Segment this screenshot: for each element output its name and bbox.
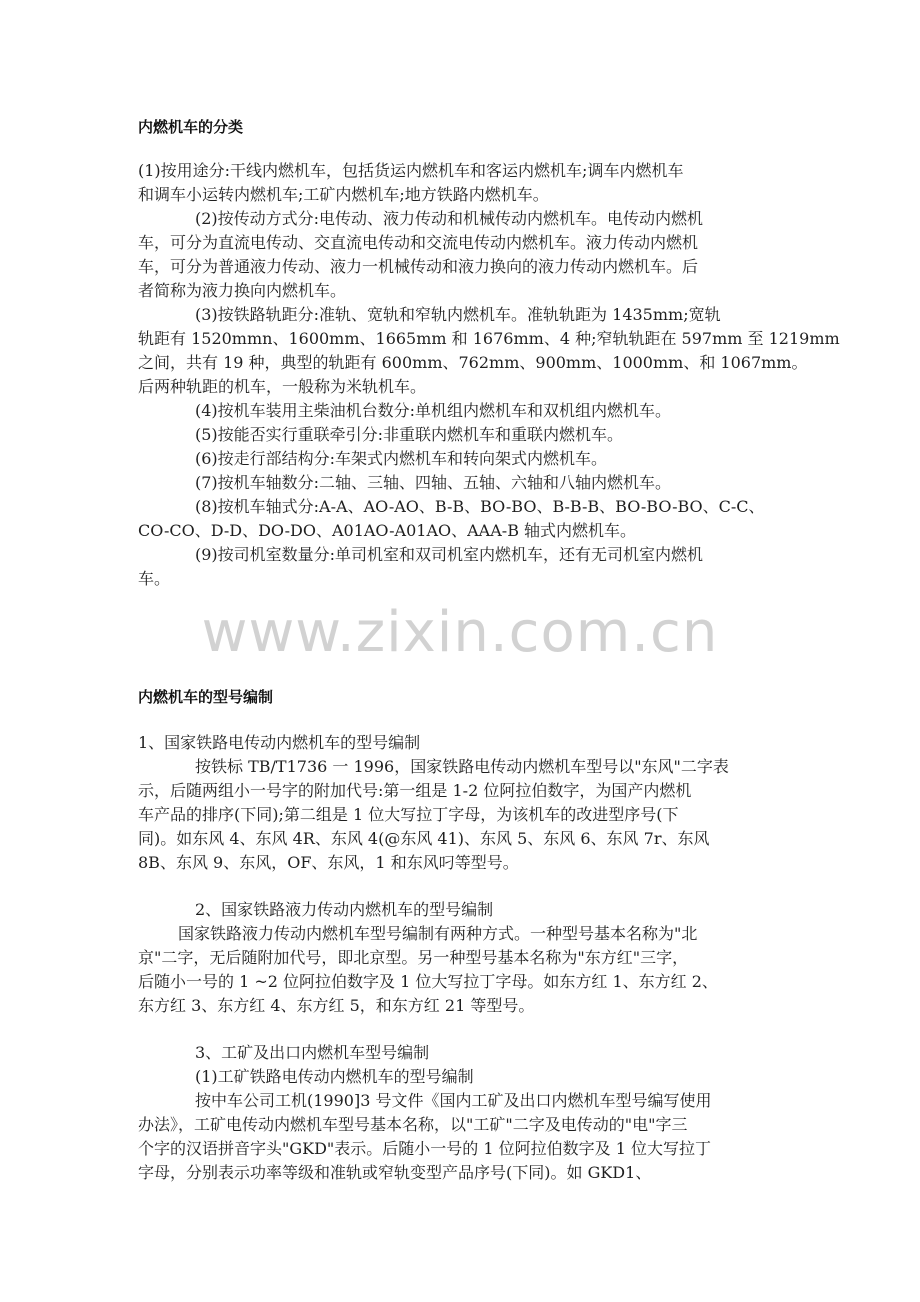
paragraph-line: CO-CO、D-D、DO-DO、A01AO-A01AO、AAA-B 轴式内燃机车。 [138, 521, 637, 540]
paragraph-line: (8)按机车轴式分:A-A、AO-AO、B-B、BO-BO、B-B-B、BO-BO-BO、C-C、 [195, 497, 765, 516]
paragraph-line: 个字的汉语拼音字头"GKD"表示。后随小一号的 1 位阿拉伯数字及 1 位大写拉丁 [138, 1139, 711, 1158]
paragraph-line: (6)按走行部结构分:车架式内燃机车和转向架式内燃机车。 [195, 449, 608, 468]
section-model-title: 内燃机车的型号编制 [138, 688, 274, 706]
paragraph-line: 和调车小运转内燃机车;工矿内燃机车;地方铁路内燃机车。 [138, 185, 549, 204]
paragraph-line: 示，后随两组小一号字的附加代号:第一组是 1-2 位阿拉伯数字，为国产内燃机 [138, 781, 692, 800]
paragraph-line: 车，可分为普通液力传动、液力一机械传动和液力换向的液力传动内燃机车。后 [138, 257, 699, 276]
subsection-title: 1、国家铁路电传动内燃机车的型号编制 [138, 733, 421, 752]
paragraph-line: (7)按机车轴数分:二轴、三轴、四轴、五轴、六轴和八轴内燃机车。 [195, 473, 672, 492]
paragraph-line: 车产品的排序(下同);第二组是 1 位大写拉丁字母，为该机车的改进型序号(下 [138, 805, 679, 824]
paragraph-line: (2)按传动方式分:电传动、液力传动和机械传动内燃机车。电传动内燃机 [195, 209, 704, 228]
paragraph-line: 同)。如东风 4、东风 4R、东风 4(@东风 41)、东风 5、东风 6、东风 7r、东风 [138, 829, 710, 848]
section-classification-title: 内燃机车的分类 [138, 118, 244, 136]
paragraph-line: 按中车公司工机(1990]3 号文件《国内工矿及出口内燃机车型号编写使用 [195, 1091, 712, 1110]
watermark: www.zixin.com.cn [201, 600, 719, 665]
paragraph-line: 后随小一号的 1 ~2 位阿拉伯数字及 1 位大写拉丁字母。如东方红 1、东方红 2、 [138, 972, 718, 991]
paragraph-line: (3)按铁路轨距分:准轨、宽轨和窄轨内燃机车。准轨轨距为 1435mm;宽轨 [195, 305, 721, 324]
subsection-title: 3、工矿及出口内燃机车型号编制 [195, 1043, 430, 1062]
paragraph-line: 8B、东风 9、东风，OF、东风，1 和东风叼等型号。 [138, 853, 519, 872]
paragraph-line: (1)按用途分:干线内燃机车，包括货运内燃机车和客运内燃机车;调车内燃机车 [138, 161, 684, 180]
paragraph-line: (9)按司机室数量分:单司机室和双司机室内燃机车，还有无司机室内燃机 [195, 545, 704, 564]
subsection-subtitle: (1)工矿铁路电传动内燃机车的型号编制 [195, 1067, 474, 1086]
paragraph-line: 车。 [138, 569, 171, 588]
paragraph-line: (5)按能否实行重联牵引分:非重联内燃机车和重联内燃机车。 [195, 425, 624, 444]
paragraph-line: 东方红 3、东方红 4、东方红 5，和东方红 21 等型号。 [138, 996, 535, 1015]
paragraph-line: 后两种轨距的机车，一般称为米轨机车。 [138, 377, 427, 396]
paragraph-line: 者简称为液力换向内燃机车。 [138, 281, 347, 300]
paragraph-line: 轨距有 1520mmn、1600mm、1665mm 和 1676mm、4 种;窄轨轨距在 597mm 至 1219mm [138, 329, 840, 348]
paragraph-line: 国家铁路液力传动内燃机车型号编制有两种方式。一种型号基本名称为"北 [178, 924, 698, 943]
paragraph-line: 办法》，工矿电传动内燃机车型号基本名称，以"工矿"二字及电传动的"电"字三 [138, 1115, 688, 1134]
paragraph-line: 京"二字，无后随附加代号，即北京型。另一种型号基本名称为"东方红"三字， [138, 948, 689, 967]
paragraph-line: 之间，共有 19 种，典型的轨距有 600mm、762mm、900mm、1000mm、和 1067mm。 [138, 353, 808, 372]
paragraph-line: 车，可分为直流电传动、交直流电传动和交流电传动内燃机车。液力传动内燃机 [138, 233, 699, 252]
paragraph-line: (4)按机车装用主柴油机台数分:单机组内燃机车和双机组内燃机车。 [195, 401, 672, 420]
subsection-title: 2、国家铁路液力传动内燃机车的型号编制 [195, 900, 494, 919]
paragraph-line: 按铁标 TB/T1736 一 1996，国家铁路电传动内燃机车型号以"东风"二字表 [195, 757, 729, 776]
paragraph-line: 字母，分别表示功率等级和准轨或窄轨变型产品序号(下同)。如 GKD1、 [138, 1163, 652, 1182]
